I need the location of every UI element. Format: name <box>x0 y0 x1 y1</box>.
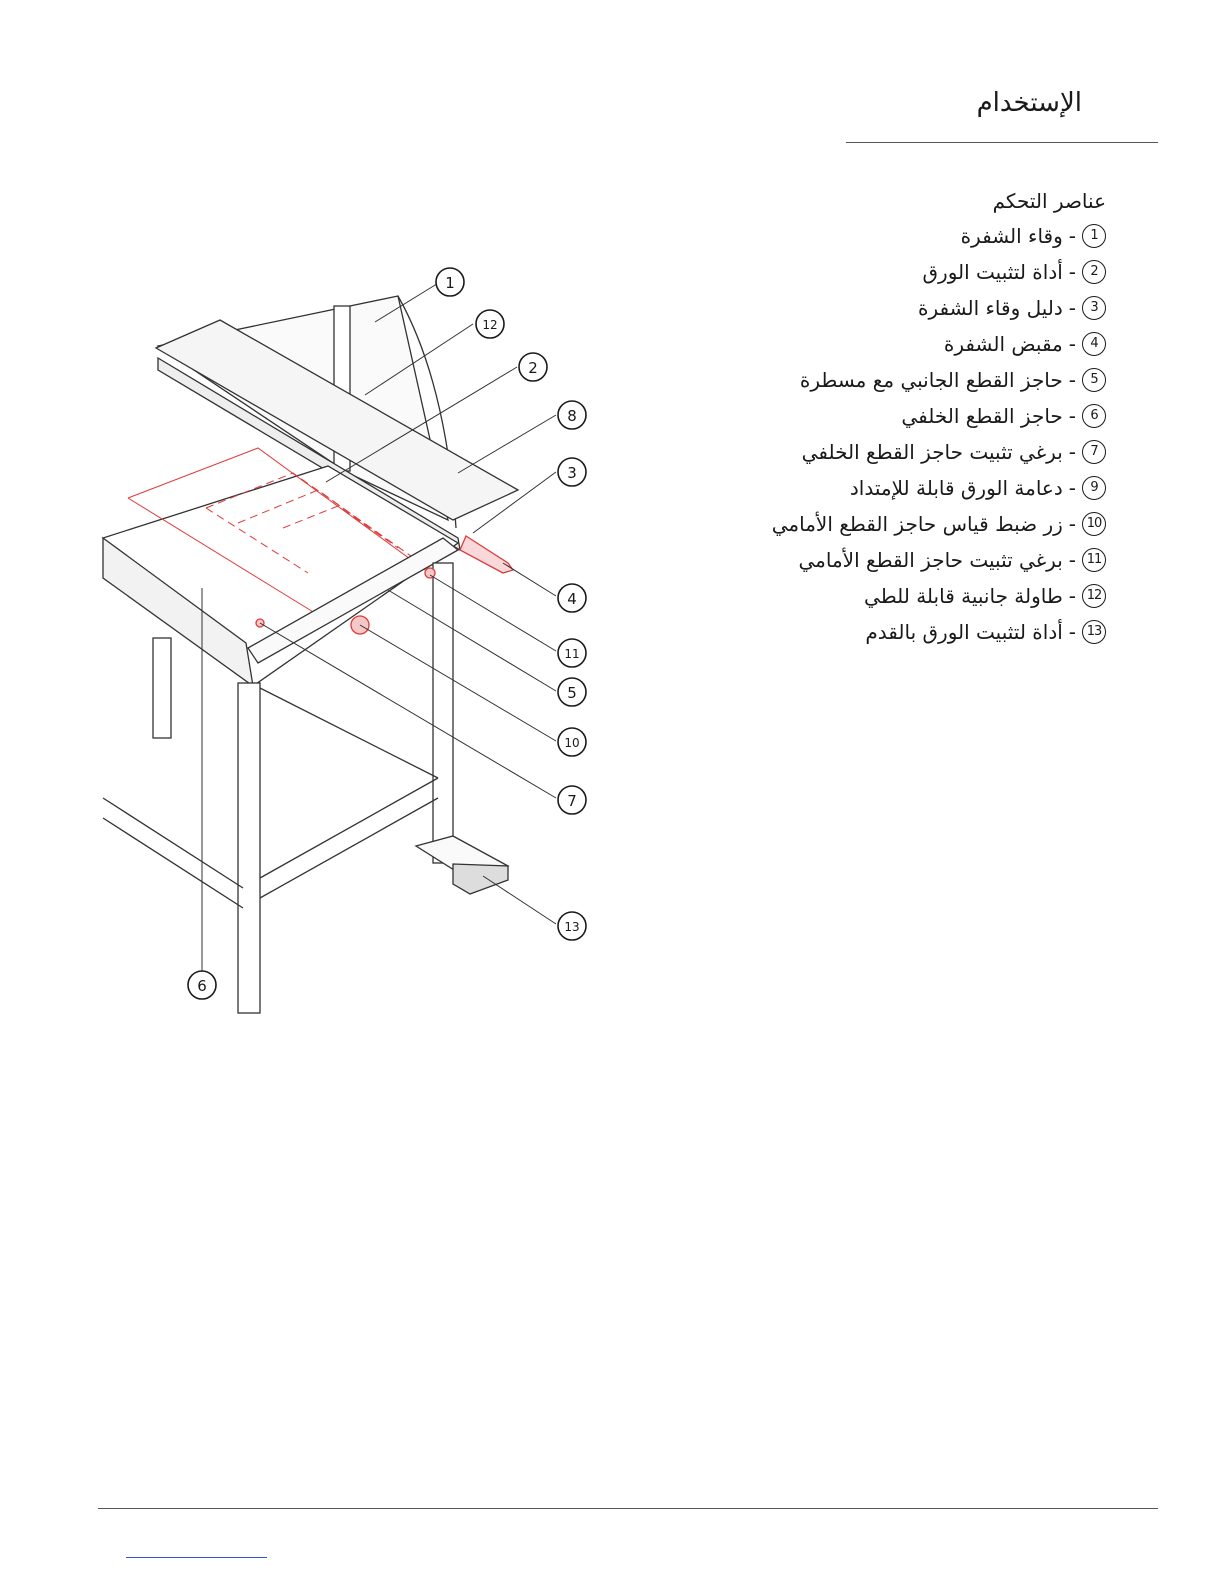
callout-label: 8 <box>567 407 577 425</box>
callout-number: 6 <box>1082 404 1106 428</box>
control-label: أداة لتثبيت الورق <box>922 260 1063 284</box>
list-item: 2 - أداة لتثبيت الورق <box>772 254 1106 290</box>
list-item: 13 - أداة لتثبيت الورق بالقدم <box>772 614 1106 650</box>
callout-label: 5 <box>567 684 577 702</box>
controls-list <box>772 218 1106 650</box>
callout-label: 10 <box>564 736 580 750</box>
table-leg <box>153 638 171 738</box>
control-label: وقاء الشفرة <box>960 224 1063 248</box>
control-label: حاجز القطع الخلفي <box>901 404 1063 428</box>
list-item: 7 - برغي تثبيت حاجز القطع الخلفي <box>772 434 1106 470</box>
control-label: دليل وقاء الشفرة <box>918 296 1063 320</box>
table-leg <box>238 683 260 1013</box>
table-leg <box>433 563 453 863</box>
list-item: 10 - زر ضبط قياس حاجز القطع الأمامي <box>772 506 1106 542</box>
callout-label: 11 <box>564 647 580 661</box>
callout-number: 2 <box>1082 260 1106 284</box>
callout-label: 2 <box>528 359 538 377</box>
list-item: 11 - برغي تثبيت حاجز القطع الأمامي <box>772 542 1106 578</box>
crossbar <box>103 798 243 888</box>
crossbar <box>260 778 438 878</box>
callout-number: 4 <box>1082 332 1106 356</box>
control-label: برغي تثبيت حاجز القطع الأمامي <box>798 548 1063 572</box>
callout-label: 1 <box>445 274 455 292</box>
page-title: الإستخدام <box>976 88 1082 118</box>
list-item: 6 - حاجز القطع الخلفي <box>772 398 1106 434</box>
callout-label: 12 <box>482 318 498 332</box>
lock-screw <box>425 568 435 578</box>
crossbar <box>260 688 438 778</box>
callout-number: 12 <box>1082 584 1106 608</box>
list-item: 3 - دليل وقاء الشفرة <box>772 290 1106 326</box>
callout-label: 7 <box>567 792 577 810</box>
title-divider <box>846 142 1158 143</box>
crossbar <box>103 818 243 908</box>
callout-number: 11 <box>1082 548 1106 572</box>
control-label: حاجز القطع الجانبي مع مسطرة <box>799 368 1063 392</box>
callout-number: 3 <box>1082 296 1106 320</box>
blade-handle <box>460 536 513 573</box>
control-label: أداة لتثبيت الورق بالقدم <box>865 620 1063 644</box>
list-item: 9 - دعامة الورق قابلة للإمتداد <box>772 470 1106 506</box>
control-label: مقبض الشفرة <box>943 332 1063 356</box>
footer-divider <box>98 1508 1158 1509</box>
control-label: برغي تثبيت حاجز القطع الخلفي <box>801 440 1063 464</box>
foot-pedal-block <box>453 864 508 894</box>
list-item: 5 - حاجز القطع الجانبي مع مسطرة <box>772 362 1106 398</box>
paper-cutter-diagram <box>98 258 598 1018</box>
callout-label: 13 <box>564 920 580 934</box>
list-item: 12 - طاولة جانبية قابلة للطي <box>772 578 1106 614</box>
callout-number: 5 <box>1082 368 1106 392</box>
control-label: دعامة الورق قابلة للإمتداد <box>849 476 1063 500</box>
footer-link-underline[interactable] <box>126 1557 267 1558</box>
callout-number: 1 <box>1082 224 1106 248</box>
crossbar <box>260 798 438 898</box>
callout-number: 9 <box>1082 476 1106 500</box>
callout-number: 10 <box>1082 512 1106 536</box>
callout-number: 13 <box>1082 620 1106 644</box>
list-item: 4 - مقبض الشفرة <box>772 326 1106 362</box>
control-label: زر ضبط قياس حاجز القطع الأمامي <box>771 512 1063 536</box>
controls-legend <box>772 184 1106 650</box>
callout-number: 7 <box>1082 440 1106 464</box>
callout-label: 3 <box>567 464 577 482</box>
list-item: 1 - وقاء الشفرة <box>772 218 1106 254</box>
callout-label: 4 <box>567 590 577 608</box>
callout-label: 6 <box>197 977 207 995</box>
section-heading: عناصر التحكم <box>992 189 1106 213</box>
control-label: طاولة جانبية قابلة للطي <box>864 584 1063 608</box>
